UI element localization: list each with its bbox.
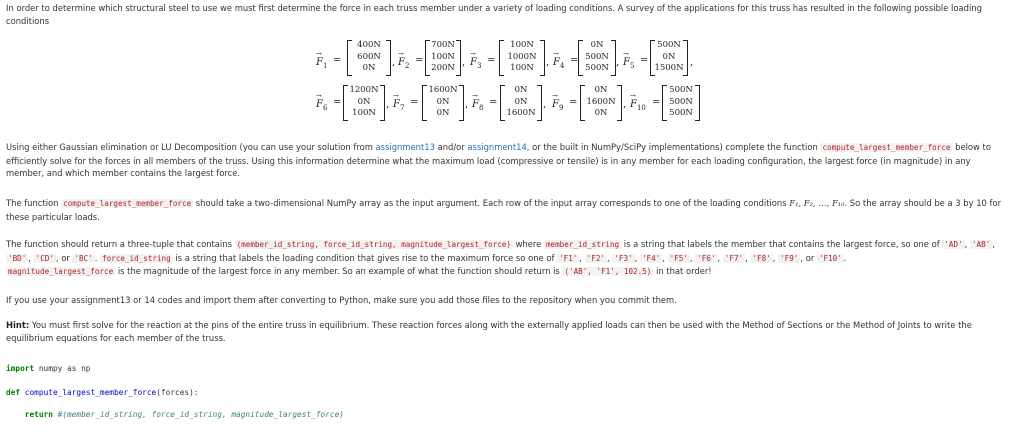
inline-code: 'F7' — [724, 253, 744, 263]
inline-code: 'F1' — [559, 253, 578, 263]
loading-conditions-row1: → $F_1$ = 400N 600N 0N , → $F_2$ = 700N 100N 200N , → $F_3$ = 100N 1000N 100N , → $F_4$ = 0N 500N 500N , → $F_5$ = 500N 0N 1500N , — [0, 38, 1024, 88]
math-inline: F₁, F₂, …, F₁₀ — [789, 198, 845, 208]
inline-code: 'F10' — [818, 253, 842, 263]
inline-code: magnitude_largest_force — [8, 267, 114, 276]
code-line-return: return #(member_id_string, force_id_string, magnitude_largest_force) — [24, 410, 344, 419]
inline-code: 'BC' — [74, 253, 93, 263]
matrix-F2: 700N 100N 200N — [425, 40, 461, 76]
matrix-F4: 0N 500N 500N — [578, 40, 616, 76]
instructions-paragraph-2: The function compute_largest_member_force should take a two-dimensional NumPy array as the input argument. Each row of the input array corresponds to one of the loading conditions F₁, F₂, …, F₁₀. So the array should be a 3 by 10 for these particular loads. — [6, 198, 1002, 222]
inline-code: 'F2' — [586, 253, 605, 263]
inline-code: force_id_string — [102, 253, 171, 263]
hint-label: Hint: — [6, 320, 30, 330]
inline-code: compute_largest_member_force — [822, 143, 951, 152]
inline-code: compute_largest_member_force — [63, 199, 192, 208]
matrix-F5: 500N 0N 1500N — [650, 40, 688, 76]
inline-code: 'CD' — [35, 253, 54, 263]
inline-code: 'BD' — [8, 253, 27, 263]
matrix-F6: 1200N 0N 100N — [343, 85, 385, 121]
inline-code: 'F3' — [614, 253, 633, 263]
assignment13-link[interactable]: assignment13 — [375, 142, 435, 152]
inline-code: 'AD' — [944, 240, 963, 249]
matrix-F9: 0N 1600N 0N — [580, 85, 622, 121]
inline-code: 'F6' — [697, 253, 716, 263]
code-line-def: def compute_largest_member_force(forces): — [6, 388, 199, 397]
inline-code: 'F9' — [780, 253, 799, 263]
matrix-F7: 1600N 0N 0N — [422, 85, 464, 121]
instructions-paragraph-3: The function should return a three-tuple that contains (member_id_string, force_id_string, magnitude_largest_force) where member_id_string is a string that labels the member that contains the largest force, so one of 'AD' , 'AB' , 'BD' , 'CD' , or 'BC' . force_id_string is a string that labels the loading condition that gives rise to the maximum force so one of 'F1' , 'F2' , 'F3' , 'F4' , 'F5' , 'F6' , 'F7' , 'F8' , 'F9' , or 'F10' . magnitude_largest_force is the magnitude of the largest force in any member. So an example of what the function should return is ('AB', 'F1', 102.5) in that order! — [6, 239, 995, 276]
vector-symbol: → $F_1$ — [316, 57, 327, 70]
inline-code: 'F8' — [752, 253, 771, 263]
instructions-paragraph-1: Using either Gaussian elimination or LU Decomposition (you can use your solution from assignment13 and/or assignment14, or the built in NumPy/SciPy implementations) complete the function compute_largest_member_force below to efficiently solve for the forces in all members of the truss. Using this information determine what the maximum load (compressive or tensile) is in any member for each loading configuration, the largest force (in magnitude) in any member, and which member contains the largest force. — [6, 142, 991, 178]
matrix-F3: 100N 1000N 100N — [499, 40, 545, 76]
inline-code: 'F5' — [669, 253, 688, 263]
assignment14-link[interactable]: assignment14 — [467, 142, 527, 152]
inline-code: ('AB', 'F1', 102.5) — [564, 267, 652, 276]
inline-code: 'F4' — [641, 253, 661, 263]
matrix-F10: 500N 500N 500N — [662, 85, 700, 121]
instructions-paragraph-4: If you use your assignment13 or 14 codes and import them after converting to Python, make sure you add those files to the repository when you commit them. — [6, 295, 677, 305]
code-line-import: import numpy as np — [6, 364, 91, 373]
inline-code: (member_id_string, force_id_string, magnitude_largest_force) — [236, 240, 511, 249]
loading-conditions-row2: → $F_6$ = 1200N 0N 100N , → $F_7$ = 1600N 0N 0N , → $F_8$ = 0N 0N 1600N , → $F_9$ = 0N 1600N 0N , → $F_{10}$ = 500N 500N 500N — [0, 83, 1024, 133]
hint-paragraph: Hint: You must first solve for the reaction at the pins of the entire truss in equilibrium. These reaction forces along with the externally applied loads can then be used with the Method of Sections or the Method of Joints to write the equilibrium equations for each member of the truss. — [6, 320, 972, 343]
matrix-F1: 400N 600N 0N — [347, 40, 391, 76]
function-name: compute_largest_member_force — [24, 388, 157, 397]
intro-paragraph: In order to determine which structural steel to use we must first determine the force in each truss member under a variety of loading conditions. A survey of the applications for this truss has resulted in the following possible loading conditions — [6, 3, 982, 26]
matrix-F8: 0N 0N 1600N — [500, 85, 542, 121]
inline-code: member_id_string — [545, 240, 620, 249]
inline-code: 'AB' — [971, 240, 991, 249]
